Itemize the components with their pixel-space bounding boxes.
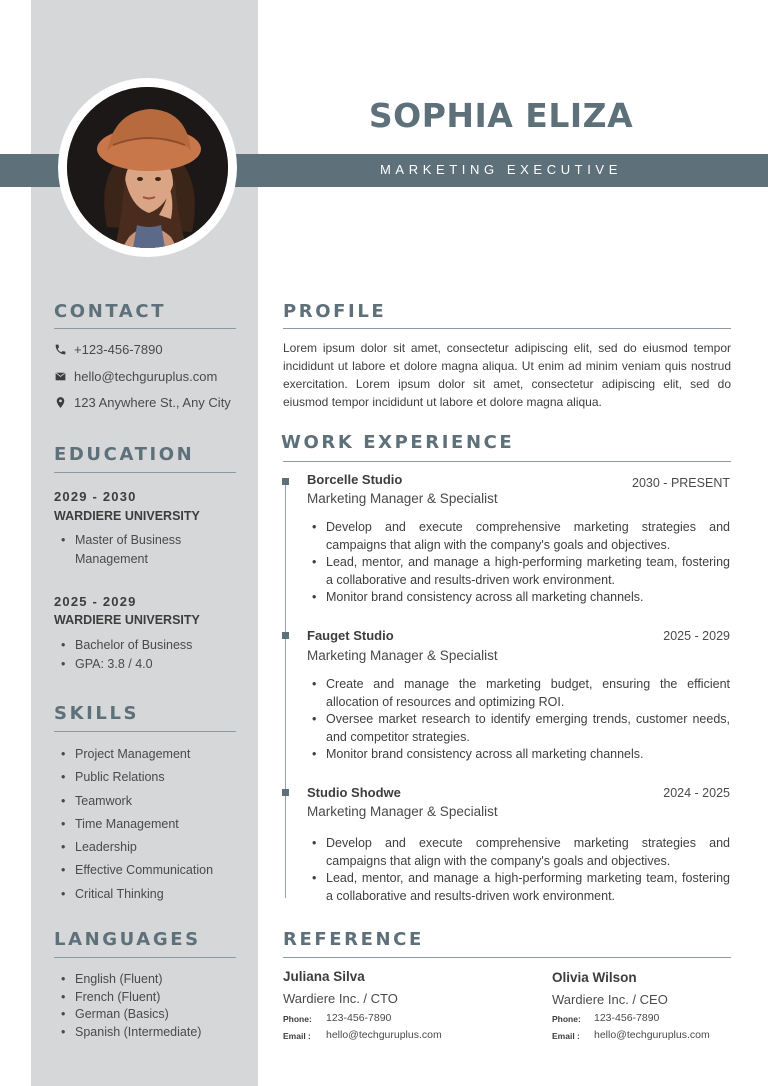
education-university: WARDIERE UNIVERSITY xyxy=(54,613,200,627)
job-dates: 2025 - 2029 xyxy=(663,629,730,643)
languages-heading: LANGUAGES xyxy=(54,929,201,950)
timeline-marker xyxy=(282,789,289,796)
job-bullets xyxy=(312,835,730,905)
reference-heading: REFERENCE xyxy=(283,929,424,950)
reference-email: hello@techguruplus.com xyxy=(326,1029,442,1041)
contact-rule xyxy=(54,328,236,329)
list-item: • Develop and execute comprehensive marketing strategies and campaigns that align with the company's goals and objectives. xyxy=(312,519,730,554)
skills-heading: SKILLS xyxy=(54,703,140,724)
reference-phone-label: Phone: xyxy=(283,1014,312,1024)
reference-name: Juliana Silva xyxy=(283,969,365,984)
list-item: • Teamwork xyxy=(60,790,236,813)
job-bullets xyxy=(312,519,730,607)
reference-phone: 123-456-7890 xyxy=(326,1012,392,1024)
reference-org: Wardiere Inc. / CTO xyxy=(283,991,398,1006)
list-item: • Lead, mentor, and manage a high-performing marketing team, fostering a collaborative and results-driven work environment. xyxy=(312,554,730,589)
profile-rule xyxy=(283,328,731,329)
job-company: Studio Shodwe xyxy=(307,785,401,800)
reference-email-label: Email : xyxy=(283,1031,311,1041)
contact-address xyxy=(54,395,231,410)
list-item: • German (Basics) xyxy=(60,1006,236,1024)
list-item: • Lead, mentor, and manage a high-performing marketing team, fostering a collaborative and results-driven work environment. xyxy=(312,870,730,905)
education-years: 2029 - 2030 xyxy=(54,489,137,504)
timeline-marker xyxy=(282,632,289,639)
education-heading: EDUCATION xyxy=(54,444,195,465)
job-dates: 2024 - 2025 xyxy=(663,786,730,800)
portrait-illustration xyxy=(67,87,228,248)
reference-phone-label: Phone: xyxy=(552,1014,581,1024)
contact-email xyxy=(54,369,217,384)
education-university: WARDIERE UNIVERSITY xyxy=(54,509,200,523)
languages-list xyxy=(60,971,236,1041)
list-item: • Develop and execute comprehensive marketing strategies and campaigns that align with the company's goals and objectives. xyxy=(312,835,730,870)
list-item: • Time Management xyxy=(60,813,236,836)
list-item: • Bachelor of Business xyxy=(60,636,230,655)
list-item: • Create and manage the marketing budget, ensuring the efficient allocation of resources and optimizing ROI. xyxy=(312,676,730,711)
job-dates: 2030 - PRESENT xyxy=(632,476,730,490)
contact-phone xyxy=(54,342,163,357)
profile-heading: PROFILE xyxy=(283,301,387,322)
reference-name: Olivia Wilson xyxy=(552,970,637,985)
job-company: Fauget Studio xyxy=(307,628,394,643)
reference-org: Wardiere Inc. / CEO xyxy=(552,992,668,1007)
skills-list xyxy=(60,743,236,906)
job-role: Marketing Manager & Specialist xyxy=(307,648,498,663)
profile-photo xyxy=(67,87,228,248)
location-icon xyxy=(54,396,67,409)
list-item: • Monitor brand consistency across all marketing channels. xyxy=(312,746,730,764)
list-item: • Public Relations xyxy=(60,766,236,789)
list-item: • Monitor brand consistency across all marketing channels. xyxy=(312,589,730,607)
email-text: hello@techguruplus.com xyxy=(74,369,218,384)
email-icon xyxy=(54,370,67,383)
languages-rule xyxy=(54,957,236,958)
candidate-name: SOPHIA ELIZA xyxy=(368,96,634,135)
timeline-line xyxy=(285,483,286,898)
experience-rule xyxy=(283,461,731,462)
list-item: • GPA: 3.8 / 4.0 xyxy=(60,655,230,674)
experience-heading: WORK EXPERIENCE xyxy=(281,432,515,453)
list-item: • Spanish (Intermediate) xyxy=(60,1024,236,1042)
list-item: • English (Fluent) xyxy=(60,971,236,989)
profile-text: Lorem ipsum dolor sit amet, consectetur adipiscing elit, sed do eiusmod tempor incididunt ut labore et dolore magna aliqua. Ut enim ad minim veniam quis nostrud exercitation. Lorem ipsum dolor sit amet, consectetur adipiscing elit, sed do eiusmod tempor incididunt ut labore et dolore magna aliqua. xyxy=(283,341,731,409)
list-item: • Project Management xyxy=(60,743,236,766)
contact-heading: CONTACT xyxy=(54,301,167,322)
reference-phone: 123-456-7890 xyxy=(594,1012,660,1024)
candidate-title: MARKETING EXECUTIVE xyxy=(380,162,622,177)
reference-email: hello@techguruplus.com xyxy=(594,1029,710,1041)
list-item: • Oversee market research to identify emerging trends, customer needs, and competitor strategies. xyxy=(312,711,730,746)
job-company: Borcelle Studio xyxy=(307,472,403,487)
address-text: 123 Anywhere St., Any City xyxy=(74,395,231,410)
list-item: • Critical Thinking xyxy=(60,883,236,906)
education-details xyxy=(60,636,230,674)
job-role: Marketing Manager & Specialist xyxy=(307,491,498,506)
education-years: 2025 - 2029 xyxy=(54,594,137,609)
list-item: • French (Fluent) xyxy=(60,989,236,1007)
reference-email-label: Email : xyxy=(552,1031,580,1041)
list-item: • Effective Communication xyxy=(60,859,236,882)
list-item: • Leadership xyxy=(60,836,236,859)
list-item: • Master of Business Management xyxy=(60,531,210,569)
reference-rule xyxy=(283,957,731,958)
skills-rule xyxy=(54,731,236,732)
phone-icon xyxy=(54,343,67,356)
phone-text: +123-456-7890 xyxy=(74,342,163,357)
education-details xyxy=(60,531,210,569)
timeline-marker xyxy=(282,478,289,485)
job-bullets xyxy=(312,676,730,764)
job-role: Marketing Manager & Specialist xyxy=(307,804,498,819)
education-rule xyxy=(54,472,236,473)
